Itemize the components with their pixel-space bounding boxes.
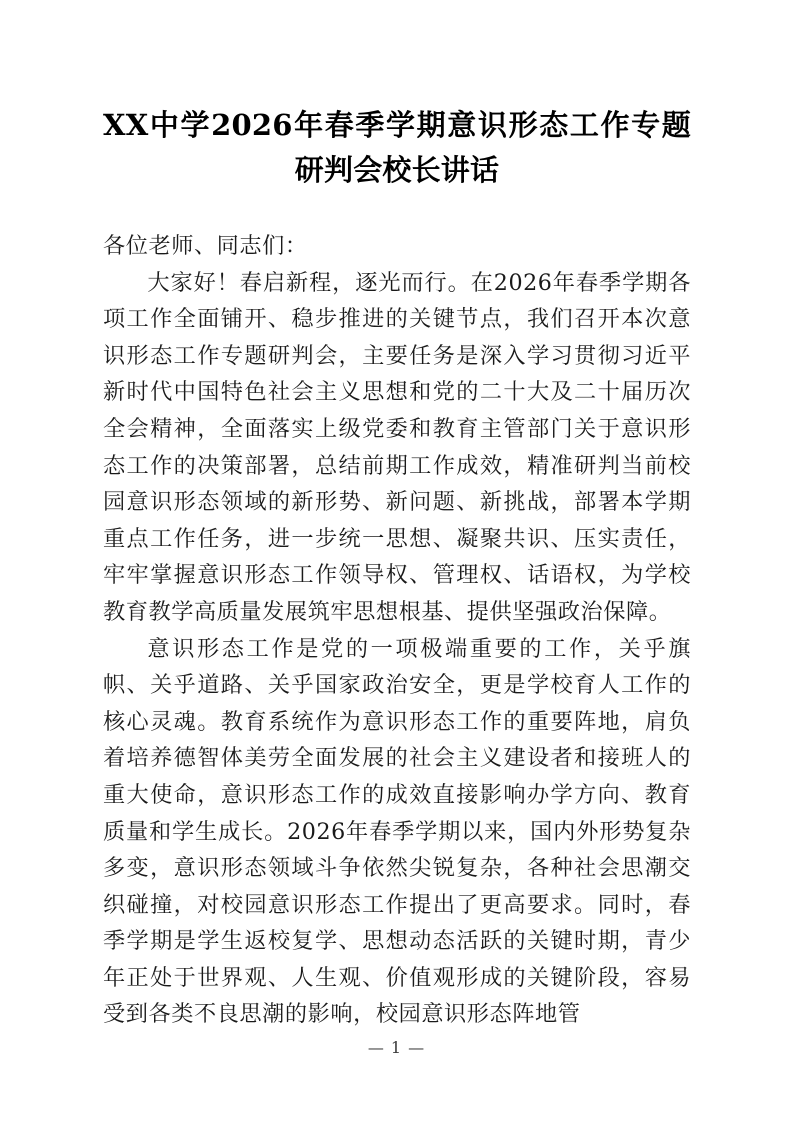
page-number-footer: — 1 —	[367, 1038, 426, 1057]
salutation-line: 各位老师、同志们：	[103, 233, 308, 259]
page-title: XX中学2026年春季学期意识形态工作专题研判会校长讲话	[103, 108, 691, 187]
document-body	[103, 228, 691, 1033]
body-paragraph-1: 大家好！春启新程，逐光而行。在2026年春季学期各项工作全面铺开、稳步推进的关键节点，我们召开本次意识形态工作专题研判会，主要任务是深入学习贯彻习近平新时代中国特色社会主义思想和党的二十大及二十届历次全会精神，全面落实上级党委和教育主管部门关于意识形态工作的决策部署，总结前期工作成效，精准研判当前校园意识形态领域的新形势、新问题、新挑战，部署本学期重点工作任务，进一步统一思想、凝聚共识、压实责任，牢牢掌握意识形态工作领导权、管理权、话语权，为学校教育教学高质量发展筑牢思想根基、提供坚强政治保障。	[103, 269, 691, 625]
body-paragraph-2: 意识形态工作是党的一项极端重要的工作，关乎旗帜、关乎道路、关乎国家政治安全，更是学校育人工作的核心灵魂。教育系统作为意识形态工作的重要阵地，肩负着培养德智体美劳全面发展的社会主义建设者和接班人的重大使命，意识形态工作的成效直接影响办学方向、教育质量和学生成长。2026年春季学期以来，国内外形势复杂多变，意识形态领域斗争依然尖锐复杂，各种社会思潮交织碰撞，对校园意识形态工作提出了更高要求。同时，春季学期是学生返校复学、思想动态活跃的关键时期，青少年正处于世界观、人生观、价值观形成的关键阶段，容易受到各类不良思潮的影响，校园意识形态阵地管	[103, 635, 691, 1028]
